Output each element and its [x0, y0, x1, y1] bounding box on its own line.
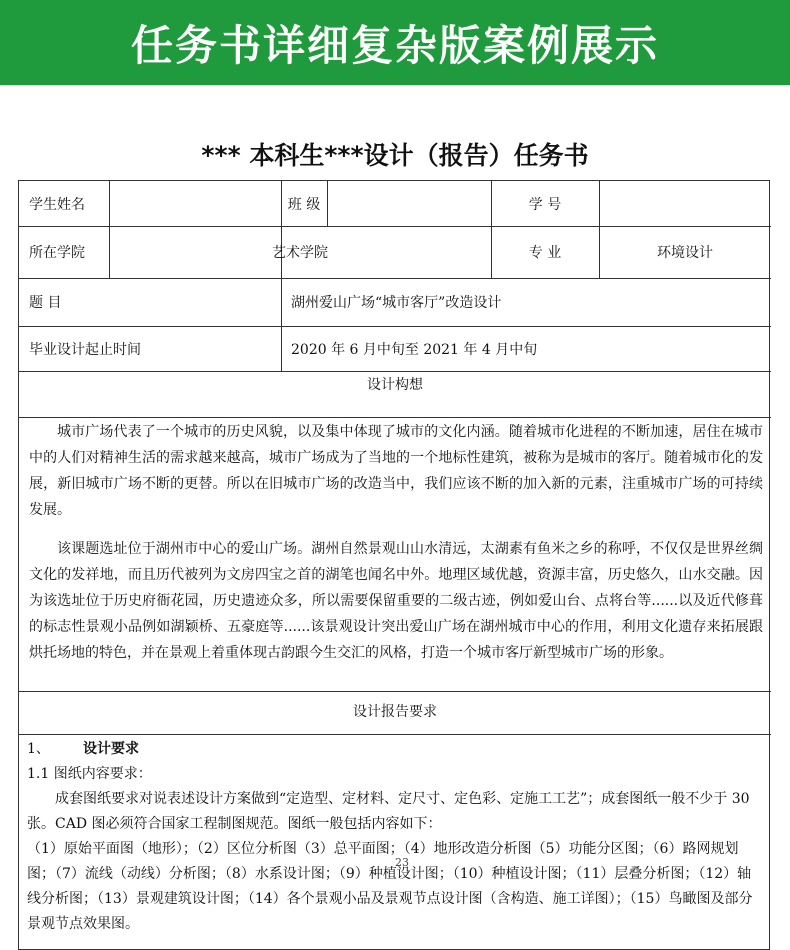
college-value: 艺术学院: [272, 245, 328, 261]
requirements-paragraph-2: （1）原始平面图（地形）；（2）区位分析图（3）总平面图；（4）地形改造分析图（5）功能分区图；（6）路网规划图；（7）流线（动线）分析图；（8）水系设计图；（9）种植设计图；（10）种植设计图；（11）层叠分析图；（12）轴线分析图；（13）景观建筑设计图；（14）各个景观小品及景观节点设计图（含构造、施工详图）；（15）鸟瞰图及部分景观节点效果图。: [27, 841, 753, 932]
requirements-body: [27, 737, 765, 937]
concept-paragraph-1: 城市广场代表了一个城市的历史风貌，以及集中体现了城市的文化内涵。随着城市化进程的不断加速，居住在城市中的人们对精神生活的需求越来越高，城市广场成为了当地的一个地标性建筑，被称为是城市的客厅。随着城市化的发展，新旧城市广场不断的更替。所以在旧城市广场的改造当中，我们应该不断的加入新的元素，注重城市广场的可持续发展。: [29, 424, 763, 518]
major-label: 专 业: [528, 245, 562, 261]
concept-heading: 设计构想: [367, 377, 423, 393]
task-table: [18, 180, 770, 950]
section-number: 1、: [27, 741, 50, 757]
page-number: 23: [395, 856, 409, 869]
requirements-heading: 设计报告要求: [353, 704, 437, 720]
topic-label: 题 目: [29, 295, 62, 311]
banner-title: 任务书详细复杂版案例展示: [130, 20, 659, 70]
college-label: 所在学院: [29, 245, 85, 261]
row-divider: [19, 417, 771, 418]
sub-title: 1.1 图纸内容要求：: [27, 766, 152, 782]
column-divider: [327, 181, 328, 226]
concept-paragraph-2: 该课题选址位于湖州市中心的爱山广场。湖州自然景观山山水清远，太湖素有鱼米之乡的称呼，不仅仅是世界丝绸文化的发祥地，而且历代被列为文房四宝之首的湖笔也闻名中外。地理区域优越，资源丰富，历史悠久，山水交融。因为该选址位于历史府衙花园，历史遗迹众多，所以需要保留重要的二级古迹，例如爱山台、点将台等......以及近代修葺的标志性景观小品例如湖颖桥、五豪庭等......该景观设计突出爱山广场在湖州城市中心的作用，利用文化遗存来拓展跟烘托场地的特色，并在景观上着重体现古韵跟今生交汇的风格，打造一个城市客厅新型城市广场的形象。: [29, 541, 763, 661]
banner: [0, 0, 790, 85]
document-title: *** 本科生***设计（报告）任务书: [201, 141, 589, 170]
requirements-paragraph-1: 成套图纸要求对说表述设计方案做到“定造型、定材料、定尺寸、定色彩、定施工工艺”；成套图纸一般不少于 30 张。CAD 图必须符合国家工程制图规范。图纸一般包括内容如下：: [27, 791, 750, 832]
student-name-label: 学生姓名: [29, 196, 85, 213]
section-title: 设计要求: [83, 741, 139, 757]
row-divider: [19, 734, 771, 735]
topic-value: 湖州爱山广场“城市客厅”改造设计: [291, 295, 502, 311]
class-label: 班 级: [287, 196, 321, 213]
period-label: 毕业设计起止时间: [29, 341, 141, 358]
student-id-label: 学 号: [528, 196, 562, 213]
period-value: 2020 年 6 月中旬至 2021 年 4 月中旬: [291, 341, 538, 358]
major-value: 环境设计: [657, 245, 713, 261]
section-heading: [27, 737, 765, 762]
